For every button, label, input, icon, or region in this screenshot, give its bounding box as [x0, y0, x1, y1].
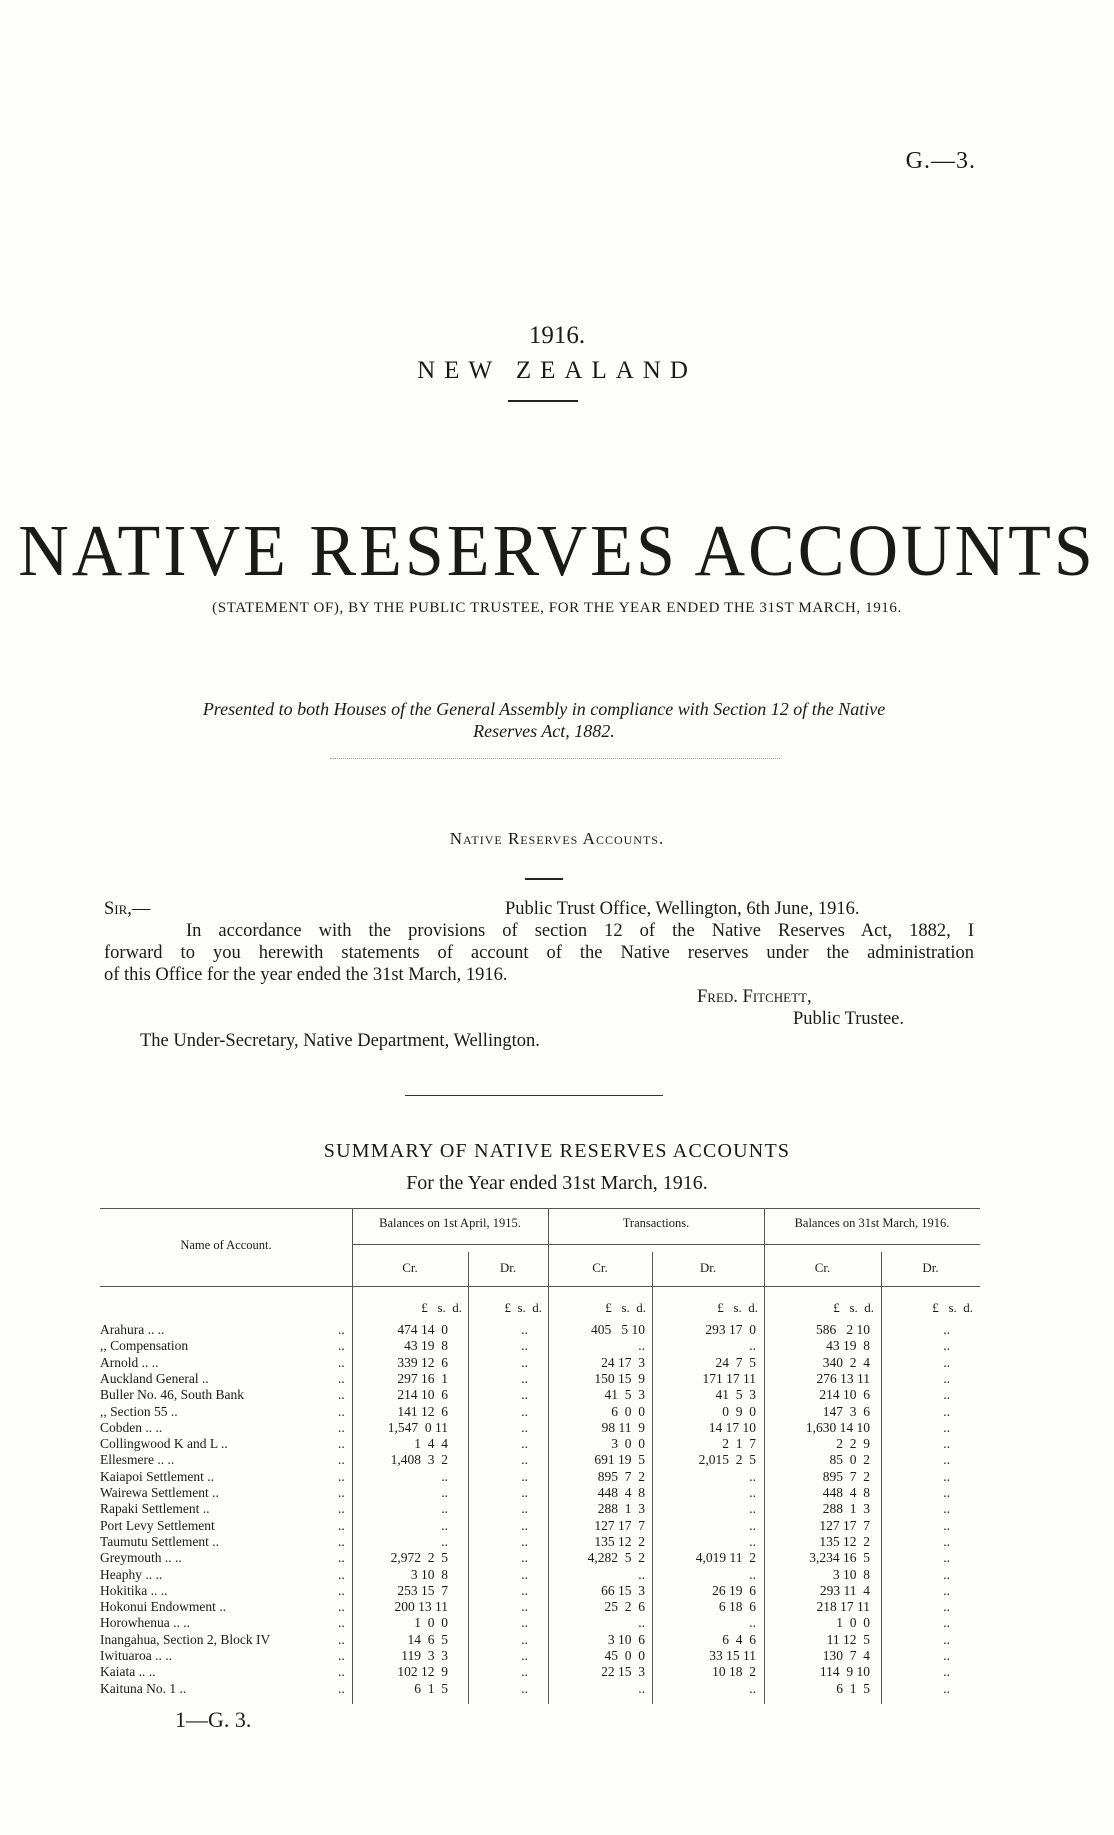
account-name: Hokonui Endowment .. [100, 1599, 226, 1615]
cell-closing-cr: 586 2 10 [816, 1322, 870, 1337]
table-row [100, 1664, 980, 1680]
cell-closing-cr: 276 13 11 [816, 1370, 870, 1386]
cell-transactions-dr: .. [749, 1485, 756, 1500]
dot-leader: .. [338, 1501, 345, 1517]
cell-closing-cr: 895 7 2 [822, 1468, 870, 1484]
dot-leader: .. [338, 1370, 345, 1386]
units-opening-dr: £ s. d. [504, 1300, 542, 1315]
cell-opening-cr: .. [441, 1485, 448, 1500]
cell-transactions-cr: 45 0 0 [604, 1648, 645, 1663]
cell-closing-dr: .. [943, 1566, 950, 1582]
account-name: Iwituaroa .. .. [100, 1648, 172, 1663]
header-opening-cr: Cr. [402, 1260, 418, 1275]
cell-transactions-cr: 24 17 3 [601, 1354, 645, 1370]
cell-opening-cr: 119 3 3 [401, 1648, 448, 1663]
units-transactions-dr: £ s. d. [717, 1300, 758, 1315]
cell-transactions-dr: 14 17 10 [708, 1419, 756, 1435]
cell-transactions-cr: 135 12 2 [594, 1533, 645, 1549]
cell-opening-dr: .. [521, 1354, 528, 1370]
cell-transactions-cr: 895 7 2 [597, 1468, 645, 1484]
cell-transactions-cr: 98 11 9 [601, 1419, 645, 1435]
account-name: Rapaki Settlement .. [100, 1501, 210, 1517]
table-row [100, 1338, 980, 1354]
table-top-rule [100, 1208, 980, 1209]
cell-transactions-cr: 3 0 0 [611, 1436, 645, 1452]
page-title: NATIVE RESERVES ACCOUNTS [18, 511, 1096, 592]
cell-transactions-cr: 405 5 10 [591, 1322, 645, 1337]
cell-opening-dr: .. [521, 1566, 528, 1582]
account-name: Buller No. 46, South Bank [100, 1387, 244, 1403]
header-closing-dr: Dr. [922, 1260, 939, 1275]
account-name: Greymouth .. .. [100, 1550, 182, 1566]
cell-closing-dr: .. [943, 1664, 950, 1680]
cell-transactions-dr: 33 15 11 [709, 1648, 756, 1663]
account-name: Arahura .. .. [100, 1322, 165, 1337]
table-row [100, 1355, 980, 1371]
dot-leader: .. [338, 1485, 345, 1500]
cell-closing-cr: 2 2 9 [836, 1436, 870, 1452]
cell-opening-cr: .. [441, 1468, 448, 1484]
cell-closing-cr: 6 1 5 [836, 1680, 870, 1696]
cell-closing-dr: .. [943, 1436, 950, 1452]
cell-opening-cr: 253 15 7 [397, 1582, 448, 1598]
cell-opening-cr: .. [441, 1517, 448, 1533]
cell-closing-cr: 214 10 6 [819, 1387, 870, 1403]
dot-leader: .. [338, 1631, 345, 1647]
table-row [100, 1534, 980, 1550]
header-closing-balances: Balances on 31st March, 1916. [794, 1216, 950, 1230]
table-row [100, 1583, 980, 1599]
cell-transactions-cr: 4,282 5 2 [587, 1550, 645, 1566]
section-rule [525, 878, 563, 880]
cell-transactions-dr: .. [749, 1533, 756, 1549]
cell-opening-dr: .. [521, 1648, 528, 1663]
dot-leader: .. [338, 1452, 345, 1468]
cell-transactions-cr: .. [638, 1566, 645, 1582]
cell-closing-dr: .. [943, 1338, 950, 1354]
cell-opening-cr: 3 10 8 [410, 1566, 448, 1582]
letter-section-title: Native Reserves Accounts. [449, 829, 665, 848]
cell-opening-cr: 1,547 0 11 [387, 1419, 448, 1435]
account-name: Horowhenua .. .. [100, 1615, 190, 1631]
cell-closing-cr: 340 2 4 [822, 1354, 870, 1370]
account-name: Kaiapoi Settlement .. [100, 1468, 214, 1484]
units-transactions-cr: £ s. d. [605, 1300, 646, 1315]
cell-transactions-cr: 22 15 3 [601, 1664, 645, 1680]
cell-closing-cr: 147 3 6 [822, 1403, 870, 1419]
cell-transactions-dr: 4,019 11 2 [695, 1550, 756, 1566]
table-row [100, 1420, 980, 1436]
cell-transactions-dr: .. [749, 1517, 756, 1533]
cell-opening-cr: 102 12 9 [397, 1664, 448, 1680]
cell-opening-dr: .. [521, 1517, 528, 1533]
summary-subtitle: For the Year ended 31st March, 1916. [406, 1172, 708, 1194]
cell-opening-cr: 339 12 6 [397, 1354, 448, 1370]
letter-signatory-title: Public Trustee. [793, 1009, 905, 1029]
cell-closing-dr: .. [943, 1631, 950, 1647]
dot-leader: .. [338, 1468, 345, 1484]
cell-closing-dr: .. [943, 1419, 950, 1435]
cell-opening-dr: .. [521, 1680, 528, 1696]
table-row [100, 1518, 980, 1534]
account-name: Heaphy .. .. [100, 1566, 163, 1582]
cell-closing-dr: .. [943, 1452, 950, 1468]
cell-opening-cr: .. [441, 1501, 448, 1517]
account-name: Cobden .. .. [100, 1419, 163, 1435]
cell-closing-cr: 11 12 5 [826, 1631, 870, 1647]
cell-closing-cr: 135 12 2 [819, 1533, 870, 1549]
units-opening-cr: £ s. d. [421, 1300, 462, 1315]
table-row [100, 1615, 980, 1631]
cell-closing-dr: .. [943, 1582, 950, 1598]
cell-transactions-dr: 6 4 6 [722, 1631, 756, 1647]
dot-leader: .. [338, 1550, 345, 1566]
dot-leader: .. [338, 1419, 345, 1435]
cell-opening-dr: .. [521, 1387, 528, 1403]
letter-body-line1: In accordance with the provisions of section 12 of the Native Reserves Act, 1882, I [186, 921, 974, 941]
cell-opening-dr: .. [521, 1615, 528, 1631]
cell-closing-cr: 127 17 7 [819, 1517, 870, 1533]
table-row [100, 1436, 980, 1452]
cell-closing-dr: .. [943, 1533, 950, 1549]
cell-closing-dr: .. [943, 1370, 950, 1386]
letter-end-rule [405, 1095, 663, 1096]
page-subtitle: (STATEMENT OF), BY THE PUBLIC TRUSTEE, FOR THE YEAR ENDED THE 31ST MARCH, 1916. [212, 600, 902, 616]
letter-body-line2: forward to you herewith statements of account of the Native reserves under the administration [104, 943, 974, 963]
presentation-note [104, 698, 984, 742]
cell-transactions-dr: 2 1 7 [722, 1436, 756, 1452]
account-name: Ellesmere .. .. [100, 1452, 175, 1468]
cell-transactions-dr: 0 9 0 [722, 1403, 756, 1419]
header-opening-balances: Balances on 1st April, 1915. [379, 1216, 521, 1230]
dot-leader: .. [338, 1338, 345, 1354]
table-row [100, 1599, 980, 1615]
table-row [100, 1404, 980, 1420]
cell-transactions-cr: 288 1 3 [597, 1501, 645, 1517]
table-row [100, 1550, 980, 1566]
cell-transactions-dr: 10 18 2 [712, 1664, 756, 1680]
footer-reference: 1—G. 3. [175, 1707, 252, 1732]
letter-salutation: Sir,— [104, 899, 151, 919]
cell-transactions-cr: 127 17 7 [594, 1517, 645, 1533]
cell-closing-dr: .. [943, 1354, 950, 1370]
dot-leader: .. [338, 1387, 345, 1403]
cell-opening-dr: .. [521, 1338, 528, 1354]
cell-closing-dr: .. [943, 1387, 950, 1403]
presentation-note-line2: Reserves Act, 1882. [473, 721, 615, 741]
account-name: Arnold .. .. [100, 1354, 159, 1370]
cell-transactions-dr: .. [749, 1468, 756, 1484]
cell-opening-cr: .. [441, 1533, 448, 1549]
cell-closing-cr: 288 1 3 [822, 1501, 870, 1517]
cell-transactions-dr: .. [749, 1680, 756, 1696]
cell-transactions-cr: .. [638, 1615, 645, 1631]
cell-transactions-dr: 26 19 6 [712, 1582, 756, 1598]
cell-closing-cr: 1 0 0 [836, 1615, 870, 1631]
dot-leader: .. [338, 1648, 345, 1663]
cell-opening-dr: .. [521, 1501, 528, 1517]
cell-opening-cr: 43 19 8 [404, 1338, 448, 1354]
cell-opening-dr: .. [521, 1582, 528, 1598]
cell-opening-cr: 6 1 5 [414, 1680, 448, 1696]
cell-closing-dr: .. [943, 1517, 950, 1533]
dot-leader: .. [338, 1664, 345, 1680]
summary-table [100, 1204, 980, 1704]
cell-opening-cr: 14 6 5 [407, 1631, 448, 1647]
account-name: Collingwood K and L .. [100, 1436, 228, 1452]
cell-closing-cr: 3 10 8 [832, 1566, 870, 1582]
cell-transactions-dr: 171 17 11 [702, 1370, 756, 1386]
cell-opening-cr: 297 16 1 [397, 1370, 448, 1386]
cell-closing-dr: .. [943, 1322, 950, 1337]
units-closing-dr: £ s. d. [932, 1300, 973, 1315]
table-row [100, 1681, 980, 1697]
cell-closing-dr: .. [943, 1599, 950, 1615]
cell-opening-dr: .. [521, 1419, 528, 1435]
table-row [100, 1632, 980, 1648]
cell-closing-dr: .. [943, 1468, 950, 1484]
cell-closing-dr: .. [943, 1615, 950, 1631]
cell-opening-dr: .. [521, 1533, 528, 1549]
dot-leader: .. [338, 1533, 345, 1549]
dot-leader: .. [338, 1582, 345, 1598]
cell-transactions-cr: 25 2 6 [604, 1599, 645, 1615]
cell-opening-cr: 1 0 0 [414, 1615, 448, 1631]
cell-opening-cr: 1,408 3 2 [390, 1452, 448, 1468]
cell-transactions-cr: .. [638, 1338, 645, 1354]
cell-transactions-cr: 66 15 3 [601, 1582, 645, 1598]
cell-closing-cr: 1,630 14 10 [805, 1419, 870, 1435]
cell-opening-dr: .. [521, 1370, 528, 1386]
letter-address: Public Trust Office, Wellington, 6th June, 1916. [505, 899, 860, 919]
account-name: Wairewa Settlement .. [100, 1485, 219, 1500]
cell-transactions-cr: 6 0 0 [611, 1403, 645, 1419]
table-row [100, 1452, 980, 1468]
dot-leader: .. [338, 1403, 345, 1419]
header-transactions-dr: Dr. [699, 1260, 717, 1275]
cell-transactions-dr: .. [749, 1566, 756, 1582]
account-name: Port Levy Settlement [100, 1517, 215, 1533]
cell-transactions-cr: 691 19 5 [594, 1452, 645, 1468]
account-name: Kaiata .. .. [100, 1664, 156, 1680]
table-row [100, 1371, 980, 1387]
cell-opening-cr: 141 12 6 [397, 1403, 448, 1419]
table-row [100, 1648, 980, 1664]
presentation-note-line1: Presented to both Houses of the General Assembly in compliance with Section 12 of the Native [202, 699, 886, 719]
table-row [100, 1501, 980, 1517]
cell-transactions-cr: 41 5 3 [604, 1387, 645, 1403]
cell-transactions-cr: 3 10 6 [607, 1631, 645, 1647]
cell-transactions-dr: 2,015 2 5 [698, 1452, 756, 1468]
cell-opening-dr: .. [521, 1485, 528, 1500]
account-name: Kaituna No. 1 .. [100, 1680, 187, 1696]
cell-transactions-cr: 150 15 9 [594, 1370, 645, 1386]
cell-opening-cr: 1 4 4 [414, 1436, 448, 1452]
cell-closing-dr: .. [943, 1403, 950, 1419]
dot-leader: .. [338, 1322, 345, 1337]
account-name: Inangahua, Section 2, Block IV [100, 1631, 271, 1647]
account-name: Hokitika .. .. [100, 1582, 168, 1598]
document-year: 1916. [528, 322, 586, 349]
cell-closing-dr: .. [943, 1648, 950, 1663]
page-reference: G.—3. [905, 148, 976, 174]
account-name: Auckland General .. [100, 1370, 209, 1386]
cell-opening-dr: .. [521, 1468, 528, 1484]
table-row [100, 1322, 980, 1338]
cell-transactions-dr: .. [749, 1501, 756, 1517]
table-header-rule [100, 1286, 980, 1287]
table-row [100, 1469, 980, 1485]
cell-closing-dr: .. [943, 1680, 950, 1696]
account-name: Taumutu Settlement .. [100, 1533, 220, 1549]
title-rule [508, 400, 578, 402]
cell-opening-dr: .. [521, 1599, 528, 1615]
cell-opening-dr: .. [521, 1631, 528, 1647]
letter-recipient: The Under-Secretary, Native Department, Wellington. [140, 1031, 540, 1051]
cell-transactions-cr: 448 4 8 [597, 1485, 645, 1500]
dot-leader: .. [338, 1599, 345, 1615]
cell-closing-cr: 218 17 11 [816, 1599, 870, 1615]
cell-closing-cr: 448 4 8 [822, 1485, 870, 1500]
cell-transactions-dr: 6 18 6 [718, 1599, 756, 1615]
cell-opening-cr: 2,972 2 5 [390, 1550, 448, 1566]
header-transactions-cr: Cr. [592, 1260, 608, 1275]
letter-body-line3: of this Office for the year ended the 31st March, 1916. [104, 965, 508, 985]
cell-transactions-dr: 41 5 3 [715, 1387, 756, 1403]
dot-leader: .. [338, 1615, 345, 1631]
cell-closing-cr: 3,234 16 5 [809, 1550, 870, 1566]
group-header-rule [352, 1244, 980, 1245]
cell-transactions-dr: .. [749, 1338, 756, 1354]
cell-closing-cr: 43 19 8 [826, 1338, 870, 1354]
cell-closing-dr: .. [943, 1550, 950, 1566]
cell-transactions-dr: 24 7 5 [715, 1354, 756, 1370]
cell-closing-cr: 85 0 2 [829, 1452, 870, 1468]
cell-opening-dr: .. [521, 1452, 528, 1468]
cell-opening-dr: .. [521, 1322, 528, 1337]
dot-leader: .. [338, 1354, 345, 1370]
units-closing-cr: £ s. d. [833, 1300, 874, 1315]
account-name: ,, Section 55 .. [100, 1403, 178, 1419]
dotted-divider [330, 758, 780, 759]
cell-closing-dr: .. [943, 1485, 950, 1500]
summary-title: SUMMARY OF NATIVE RESERVES ACCOUNTS [323, 1140, 791, 1162]
dot-leader: .. [338, 1517, 345, 1533]
cell-opening-dr: .. [521, 1550, 528, 1566]
cell-closing-dr: .. [943, 1501, 950, 1517]
cell-closing-cr: 114 9 10 [819, 1664, 870, 1680]
header-opening-dr: Dr. [499, 1260, 517, 1275]
cell-opening-dr: .. [521, 1664, 528, 1680]
cell-opening-dr: .. [521, 1436, 528, 1452]
header-closing-cr: Cr. [814, 1260, 831, 1275]
cell-transactions-cr: .. [638, 1680, 645, 1696]
letter-signatory: Fred. Fitchett, [697, 987, 812, 1007]
account-name: ,, Compensation [100, 1338, 189, 1354]
cell-transactions-dr: 293 17 0 [705, 1322, 756, 1337]
dot-leader: .. [338, 1566, 345, 1582]
cell-opening-cr: 200 13 11 [394, 1599, 448, 1615]
dot-leader: .. [338, 1436, 345, 1452]
country-heading: NEW ZEALAND [417, 357, 697, 384]
cell-opening-cr: 474 14 0 [397, 1322, 448, 1337]
table-row [100, 1567, 980, 1583]
table-row [100, 1485, 980, 1501]
cell-opening-cr: 214 10 6 [397, 1387, 448, 1403]
header-transactions: Transactions. [622, 1216, 690, 1230]
cell-opening-dr: .. [521, 1403, 528, 1419]
dot-leader: .. [338, 1680, 345, 1696]
table-row [100, 1387, 980, 1403]
header-name-of-account: Name of Account. [180, 1238, 272, 1252]
cell-closing-cr: 293 11 4 [819, 1582, 870, 1598]
cell-closing-cr: 130 7 4 [822, 1648, 870, 1663]
cell-transactions-dr: .. [749, 1615, 756, 1631]
